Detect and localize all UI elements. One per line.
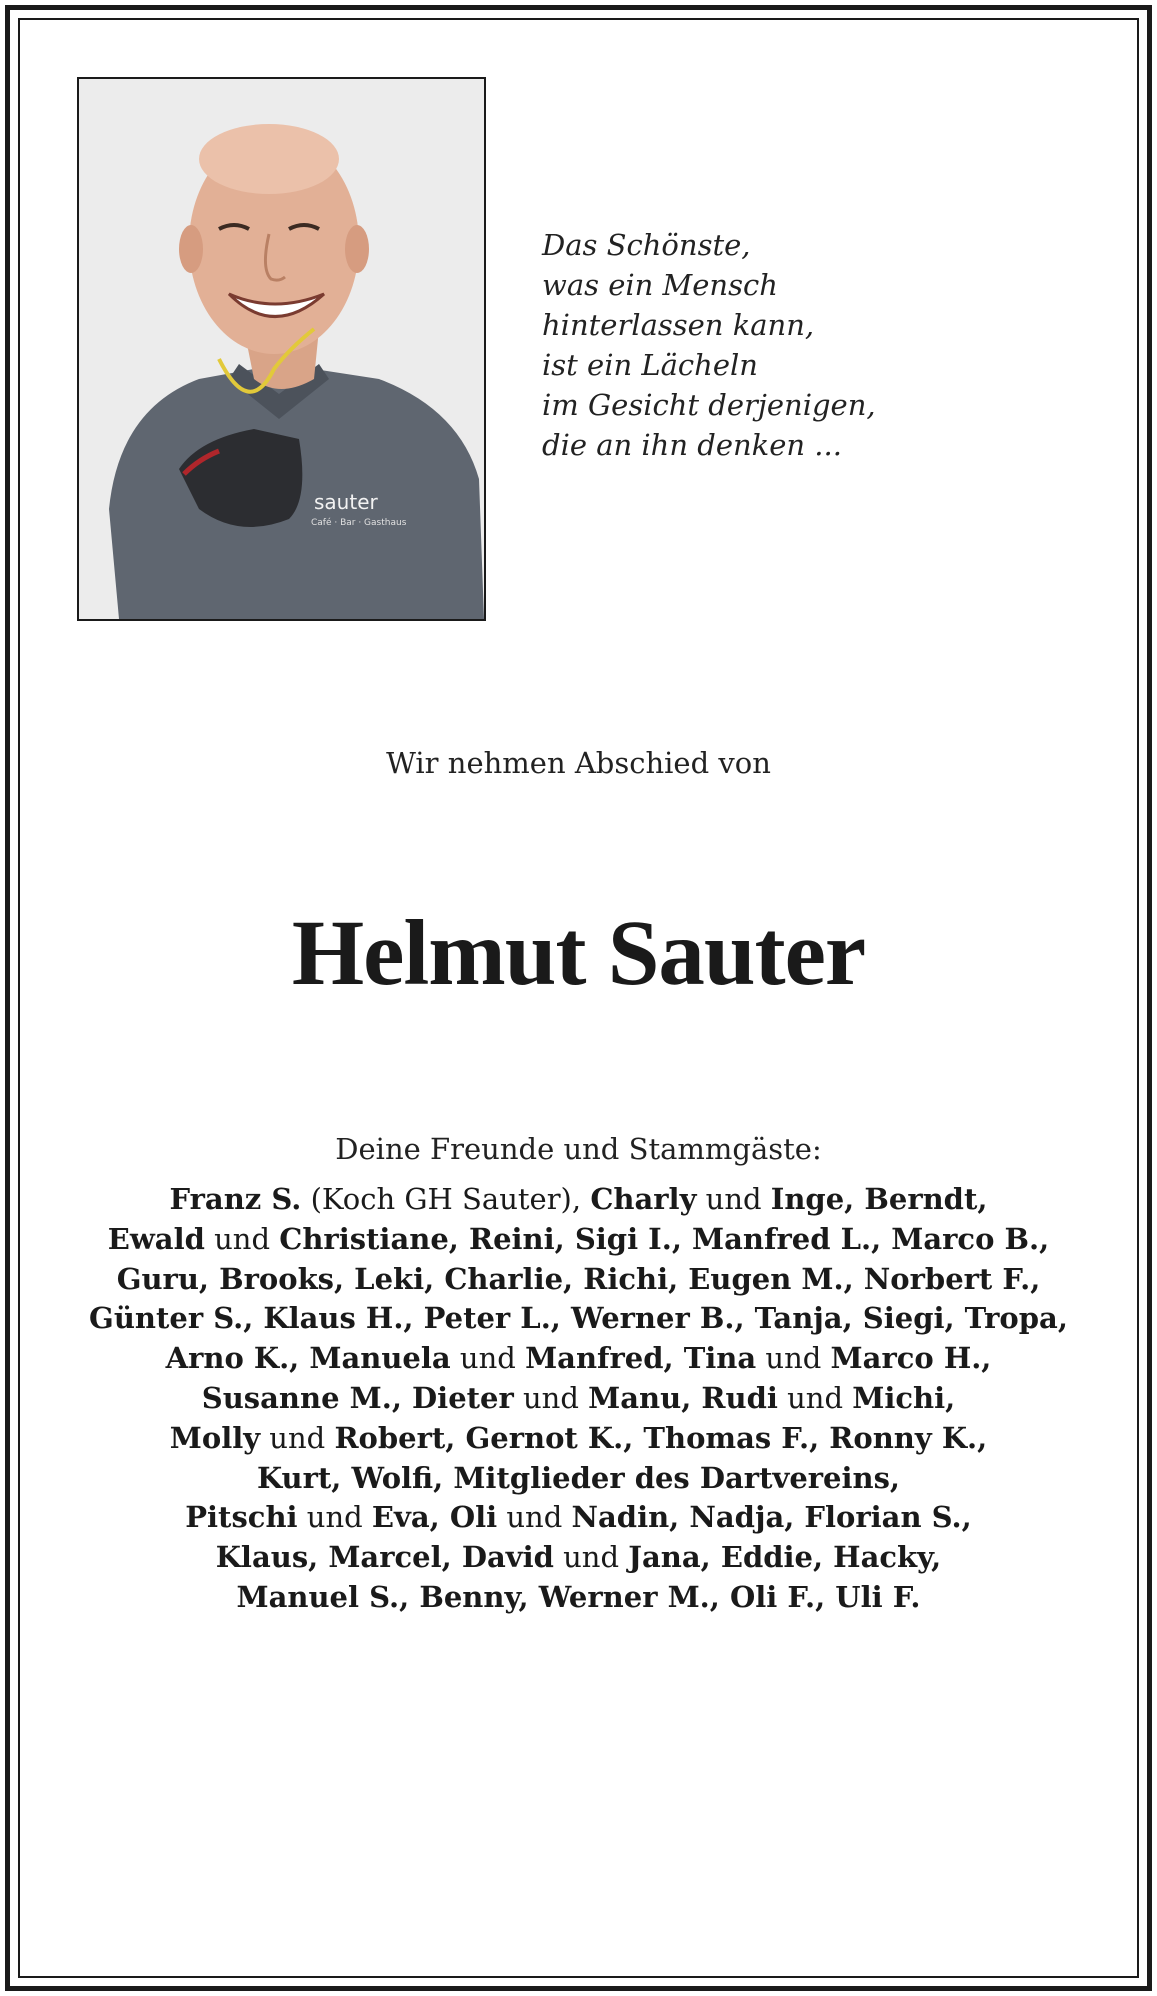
mourner-connector: (Koch GH Sauter), [301, 1182, 591, 1216]
mourner-names: Kurt, Wolfi, Mitglieder des Dartvereins, [256, 1460, 901, 1495]
mourner-names: Eva, Oli [371, 1500, 498, 1535]
mourners-line [0, 1299, 1157, 1339]
mourner-names: Günter S., Klaus H., Peter L., Werner B., Tanja, Siegi, Tropa, [89, 1301, 1068, 1336]
mourner-connector: und [696, 1182, 771, 1216]
mourners-heading: Deine Freunde und Stammgäste: [335, 1132, 822, 1166]
mourners-line [0, 1379, 1157, 1419]
mourner-names: Arno K., Manuela [165, 1341, 451, 1376]
quote-line: hinterlassen kann, [542, 308, 815, 342]
mourner-names: Susanne M., Dieter [201, 1380, 514, 1415]
mourners-list [0, 1180, 1157, 1618]
mourners-line [0, 1419, 1157, 1459]
mourner-names: Charly [590, 1182, 697, 1216]
quote-line: Das Schönste, [542, 228, 751, 262]
mourner-names: Guru, Brooks, Leki, Charlie, Richi, Eugen M., Norbert F., [116, 1261, 1041, 1296]
mourner-names: Manfred, Tina [525, 1341, 757, 1376]
mourners-line [0, 1260, 1157, 1300]
quote-line: was ein Mensch [542, 268, 778, 302]
mourners-line [0, 1538, 1157, 1578]
mourner-connector: und [297, 1500, 372, 1535]
quote-line: im Gesicht derjenigen, [542, 388, 876, 422]
mourners-line [0, 1180, 1157, 1220]
mourner-connector: und [513, 1380, 589, 1415]
shirt-logo-text: sauter [314, 490, 378, 514]
mourner-names: Manu, Rudi [588, 1380, 778, 1415]
mourners-line [0, 1578, 1157, 1618]
mourner-names: Klaus, Marcel, David [215, 1540, 554, 1575]
mourner-names: Ewald [107, 1221, 205, 1256]
mourner-connector: und [777, 1380, 853, 1415]
mourner-connector: und [553, 1540, 629, 1575]
mourner-connector: und [260, 1420, 335, 1455]
mourner-names: Pitschi [185, 1500, 298, 1535]
farewell-intro: Wir nehmen Abschied von [386, 746, 771, 780]
portrait-photo [77, 77, 486, 621]
shirt-logo-subtext: Café · Bar · Gasthaus [311, 518, 407, 528]
mourner-names: Robert, Gernot K., Thomas F., Ronny K., [334, 1420, 988, 1455]
memorial-quote [542, 225, 962, 465]
mourner-names: Michi, [852, 1380, 956, 1415]
mourner-names: Nadin, Nadja, Florian S., [571, 1500, 972, 1535]
mourner-names: Molly [169, 1420, 261, 1455]
mourners-line [0, 1459, 1157, 1499]
mourner-connector: und [756, 1341, 831, 1376]
mourner-names: Jana, Eddie, Hacky, [628, 1540, 942, 1575]
mourners-line [0, 1339, 1157, 1379]
mourner-connector: und [450, 1341, 526, 1376]
mourner-names: Inge, Berndt, [770, 1182, 988, 1216]
mourners-line [0, 1498, 1157, 1538]
mourners-line [0, 1220, 1157, 1260]
quote-line: ist ein Lächeln [542, 348, 758, 382]
mourner-connector: und [204, 1221, 280, 1256]
mourner-names: Marco H., [830, 1341, 992, 1376]
mourner-connector: und [497, 1500, 572, 1535]
mourner-names: Christiane, Reini, Sigi I., Manfred L., Marco B., [279, 1221, 1050, 1256]
mourner-names: Manuel S., Benny, Werner M., Oli F., Uli F. [236, 1579, 921, 1614]
deceased-name: Helmut Sauter [291, 902, 866, 1005]
quote-line: die an ihn denken ... [542, 428, 842, 462]
mourner-names: Franz S. [169, 1182, 302, 1216]
